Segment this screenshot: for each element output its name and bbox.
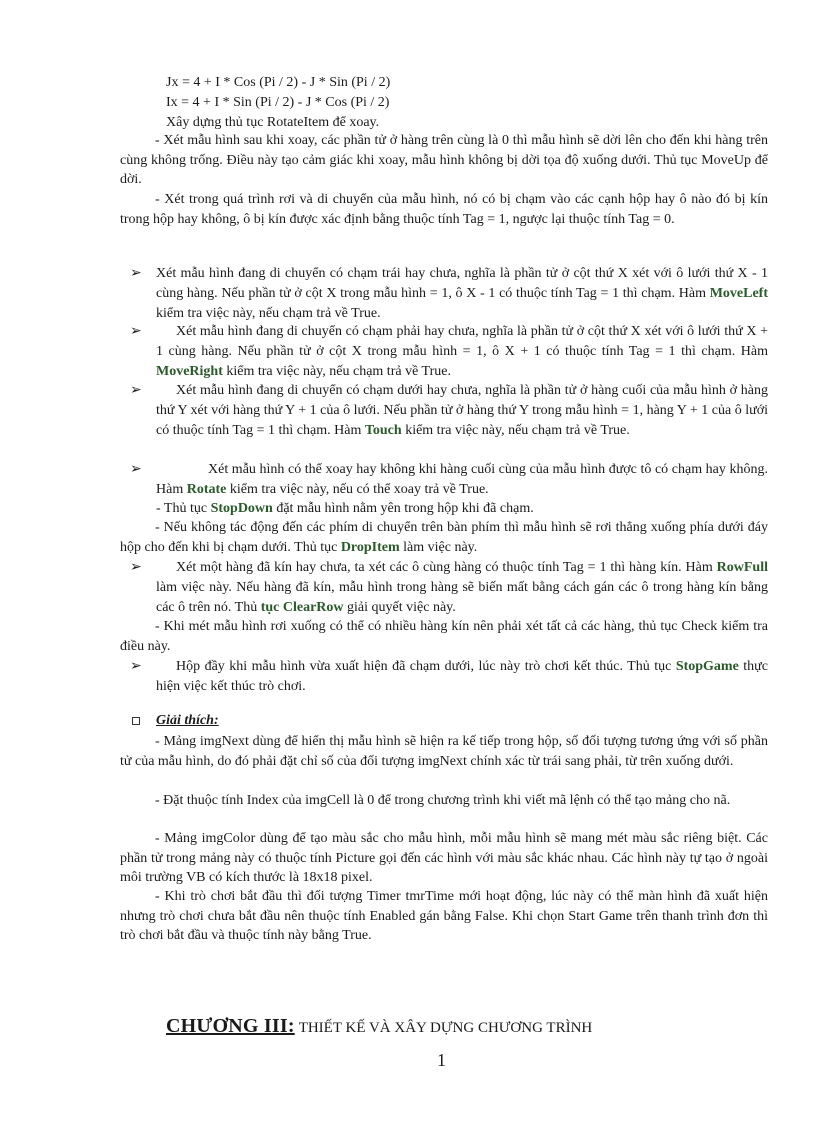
bullet-text: kiểm tra việc này, nếu có thể xoay trả về True. — [226, 482, 489, 497]
keyword-moveleft: MoveLeft — [709, 286, 768, 301]
chapter-label: CHƯƠNG III: — [166, 1015, 295, 1037]
bullet-text: làm việc này. Nếu hàng đã kín, mẫu hình trong hàng sẽ biến mất bằng cách gán các ô trong hàng kín bằng các ô trên nó. Thủ — [156, 580, 768, 615]
bullet-text: thực hiện việc kết thúc trò chơi. — [156, 659, 768, 694]
keyword-moveright: MoveRight — [156, 364, 223, 379]
bullet-moveleft — [156, 264, 768, 324]
keyword-rowfull: RowFull — [716, 560, 768, 575]
bullet-rowfull — [156, 558, 768, 618]
chapter-title: THIẾT KẾ VÀ XÂY DỰNG CHƯƠNG TRÌNH — [298, 1020, 593, 1036]
paragraph-text: đặt mẫu hình nằm yên trong hộp khi đã chạm. — [272, 501, 534, 516]
bullet-text: giải quyết việc này. — [343, 600, 456, 615]
bullet-arrow-icon: ➢ — [130, 266, 142, 281]
bullet-text: Xét mẫu hình có thể xoay hay không khi hàng cuối cùng của mẫu hình được tô có chạm hay không. Hàm — [156, 462, 768, 497]
bullet-text: kiểm tra việc này, nếu chạm trả về True. — [401, 423, 630, 438]
bullet-stopgame — [156, 657, 768, 697]
bullet-arrow-icon: ➢ — [130, 659, 142, 674]
explain-paragraph-1: - Mảng imgNext dùng để hiển thị mẫu hình sẽ hiện ra kế tiếp trong hộp, số đối tượng tương ứng với số phần tử của mẫu hình, do đó phải đặt chỉ số của đối tượng imgNext chính xác từ trái sang phải, từ trên xuống dưới. — [120, 734, 768, 769]
bullet-rotate — [156, 460, 768, 500]
explain-title — [156, 711, 556, 731]
keyword-rotate: Rotate — [186, 482, 227, 497]
formula-ix: Ix = 4 + I * Sin (Pi / 2) - J * Cos (Pi / 2) — [166, 95, 390, 110]
keyword-clearrow: tục ClearRow — [260, 600, 344, 615]
paragraph-text: - Thủ tục — [156, 501, 211, 516]
explain-paragraph-4: - Khi trò chơi bắt đầu thì đối tượng Timer tmrTime mới hoạt động, lúc này có thể màn hình đã xuất hiện nhưng trò chơi chưa bắt đầu nên thuộc tính Enabled gán bằng False. Khi chọn Start Game trên thanh trình đơn thì trò chơi bắt đầu và thuộc tính này bằng True. — [120, 889, 768, 943]
bullet-text: kiểm tra việc này, nếu chạm trả về True. — [222, 364, 451, 379]
bullet-text: Xét mẫu hình đang di chuyển có chạm dưới hay chưa, nghĩa là phần tử ở hàng cuối của mẫu hình ở hàng thứ Y xét với hàng thứ Y + 1 của ô lưới. Nếu phần tử ở hàng thứ Y trong mẫu hình = 1, hàng Y + 1 của ô lưới có thuộc tính Tag = 1 thì chạm. Hàm — [156, 383, 768, 438]
paragraph-text: - Nếu không tác động đến các phím di chuyển trên bàn phím thì mẫu hình sẽ rơi thẳng xuống phía dưới đáy hộp cho đến khi bị chạm dưới. Thủ tục — [120, 520, 768, 555]
bullet-arrow-icon: ➢ — [130, 383, 142, 398]
bullet-text: Xét mẫu hình đang di chuyển có chạm phải hay chưa, nghĩa là phần tử ở cột thứ X xét với ô lưới thứ X + 1 cùng hàng. Nếu phần tử ở cột X trong mẫu hình = 1, ô X + 1 có thuộc tính Tag = 1 thì chạm. Hàm — [156, 324, 768, 359]
bullet-arrow-icon: ➢ — [130, 560, 142, 575]
bullet-text: Xét mẫu hình đang di chuyển có chạm trái hay chưa, nghĩa là phần tử ở cột thứ X xét với ô lưới thứ X - 1 cùng hàng. Nếu phần tử ở cột X trong mẫu hình = 1, ô X - 1 có thuộc tính Tag = 1 thì chạm. Hàm — [156, 266, 768, 301]
paragraph-check: - Khi mét mẫu hình rơi xuống có thể có nhiều hàng kín nên phải xét tất cả các hàng, thủ tục Check kiểm tra điều này. — [120, 619, 768, 654]
page-number: 1 — [437, 1050, 446, 1070]
explain-paragraph-3: - Mảng imgColor dùng để tạo màu sắc cho mẫu hình, mỗi mẫu hình sẽ mang mét màu sắc riêng biệt. Các phần tử trong mảng này có thuộc tính Picture gọi đến các hình với màu sắc khác nhau. Các hình này tự tạo ở ngoài môi trường VB có kích thước là 18x18 pixel. — [120, 831, 768, 885]
paragraph-stopdown — [156, 499, 768, 519]
bullet-text: Xét một hàng đã kín hay chưa, ta xét các ô cùng hàng có thuộc tính Tag = 1 thì hàng kín. Hàm — [176, 560, 717, 575]
bullet-arrow-icon: ➢ — [130, 324, 142, 339]
paragraph-text: làm việc này. — [399, 540, 478, 555]
bullet-text: Hộp đầy khi mẫu hình vừa xuất hiện đã chạm dưới, lúc này trò chơi kết thúc. Thủ tục — [176, 659, 676, 674]
keyword-stopgame: StopGame — [675, 659, 739, 674]
paragraph-tag: - Xét trong quá trình rơi và di chuyển của mẫu hình, nó có bị chạm vào các cạnh hộp hay ô nào đó bị kín trong hộp hay không, ô bị kín được xác định bằng thuộc tính Tag = 1, ngược lại thuộc tính Tag = 0. — [120, 192, 768, 227]
explain-title-text: Giải thích: — [156, 713, 219, 728]
chapter-heading — [166, 1015, 592, 1038]
formula-jx: Jx = 4 + I * Cos (Pi / 2) - J * Sin (Pi / 2) — [166, 75, 391, 90]
explain-paragraph-2: - Đặt thuộc tính Index của imgCell là 0 để trong chương trình khi viết mã lệnh có thể tạo mảng cho nã. — [155, 793, 731, 808]
bullet-arrow-icon: ➢ — [130, 462, 142, 477]
square-bullet-icon — [132, 717, 140, 725]
bullet-touch — [156, 381, 768, 441]
bullet-moveright — [156, 322, 768, 382]
paragraph-moveup: - Xét mẫu hình sau khi xoay, các phần tử ở hàng trên cùng là 0 thì mẫu hình sẽ dời lên cho đến khi hàng trên cùng không trống. Điều này tạo cảm giác khi xoay, mẫu hình không bị dời tọa độ xuống dưới. Thủ tục MoveUp để dời. — [120, 133, 768, 187]
formula-block — [166, 73, 606, 133]
paragraph-dropitem — [120, 518, 768, 558]
keyword-stopdown: StopDown — [210, 501, 273, 516]
rotate-item-text: Xây dựng thủ tục RotateItem để xoay. — [166, 115, 380, 130]
keyword-dropitem: DropItem — [340, 540, 400, 555]
keyword-touch: Touch — [364, 423, 402, 438]
bullet-text: kiểm tra việc này, nếu chạm trả về True. — [156, 306, 381, 321]
